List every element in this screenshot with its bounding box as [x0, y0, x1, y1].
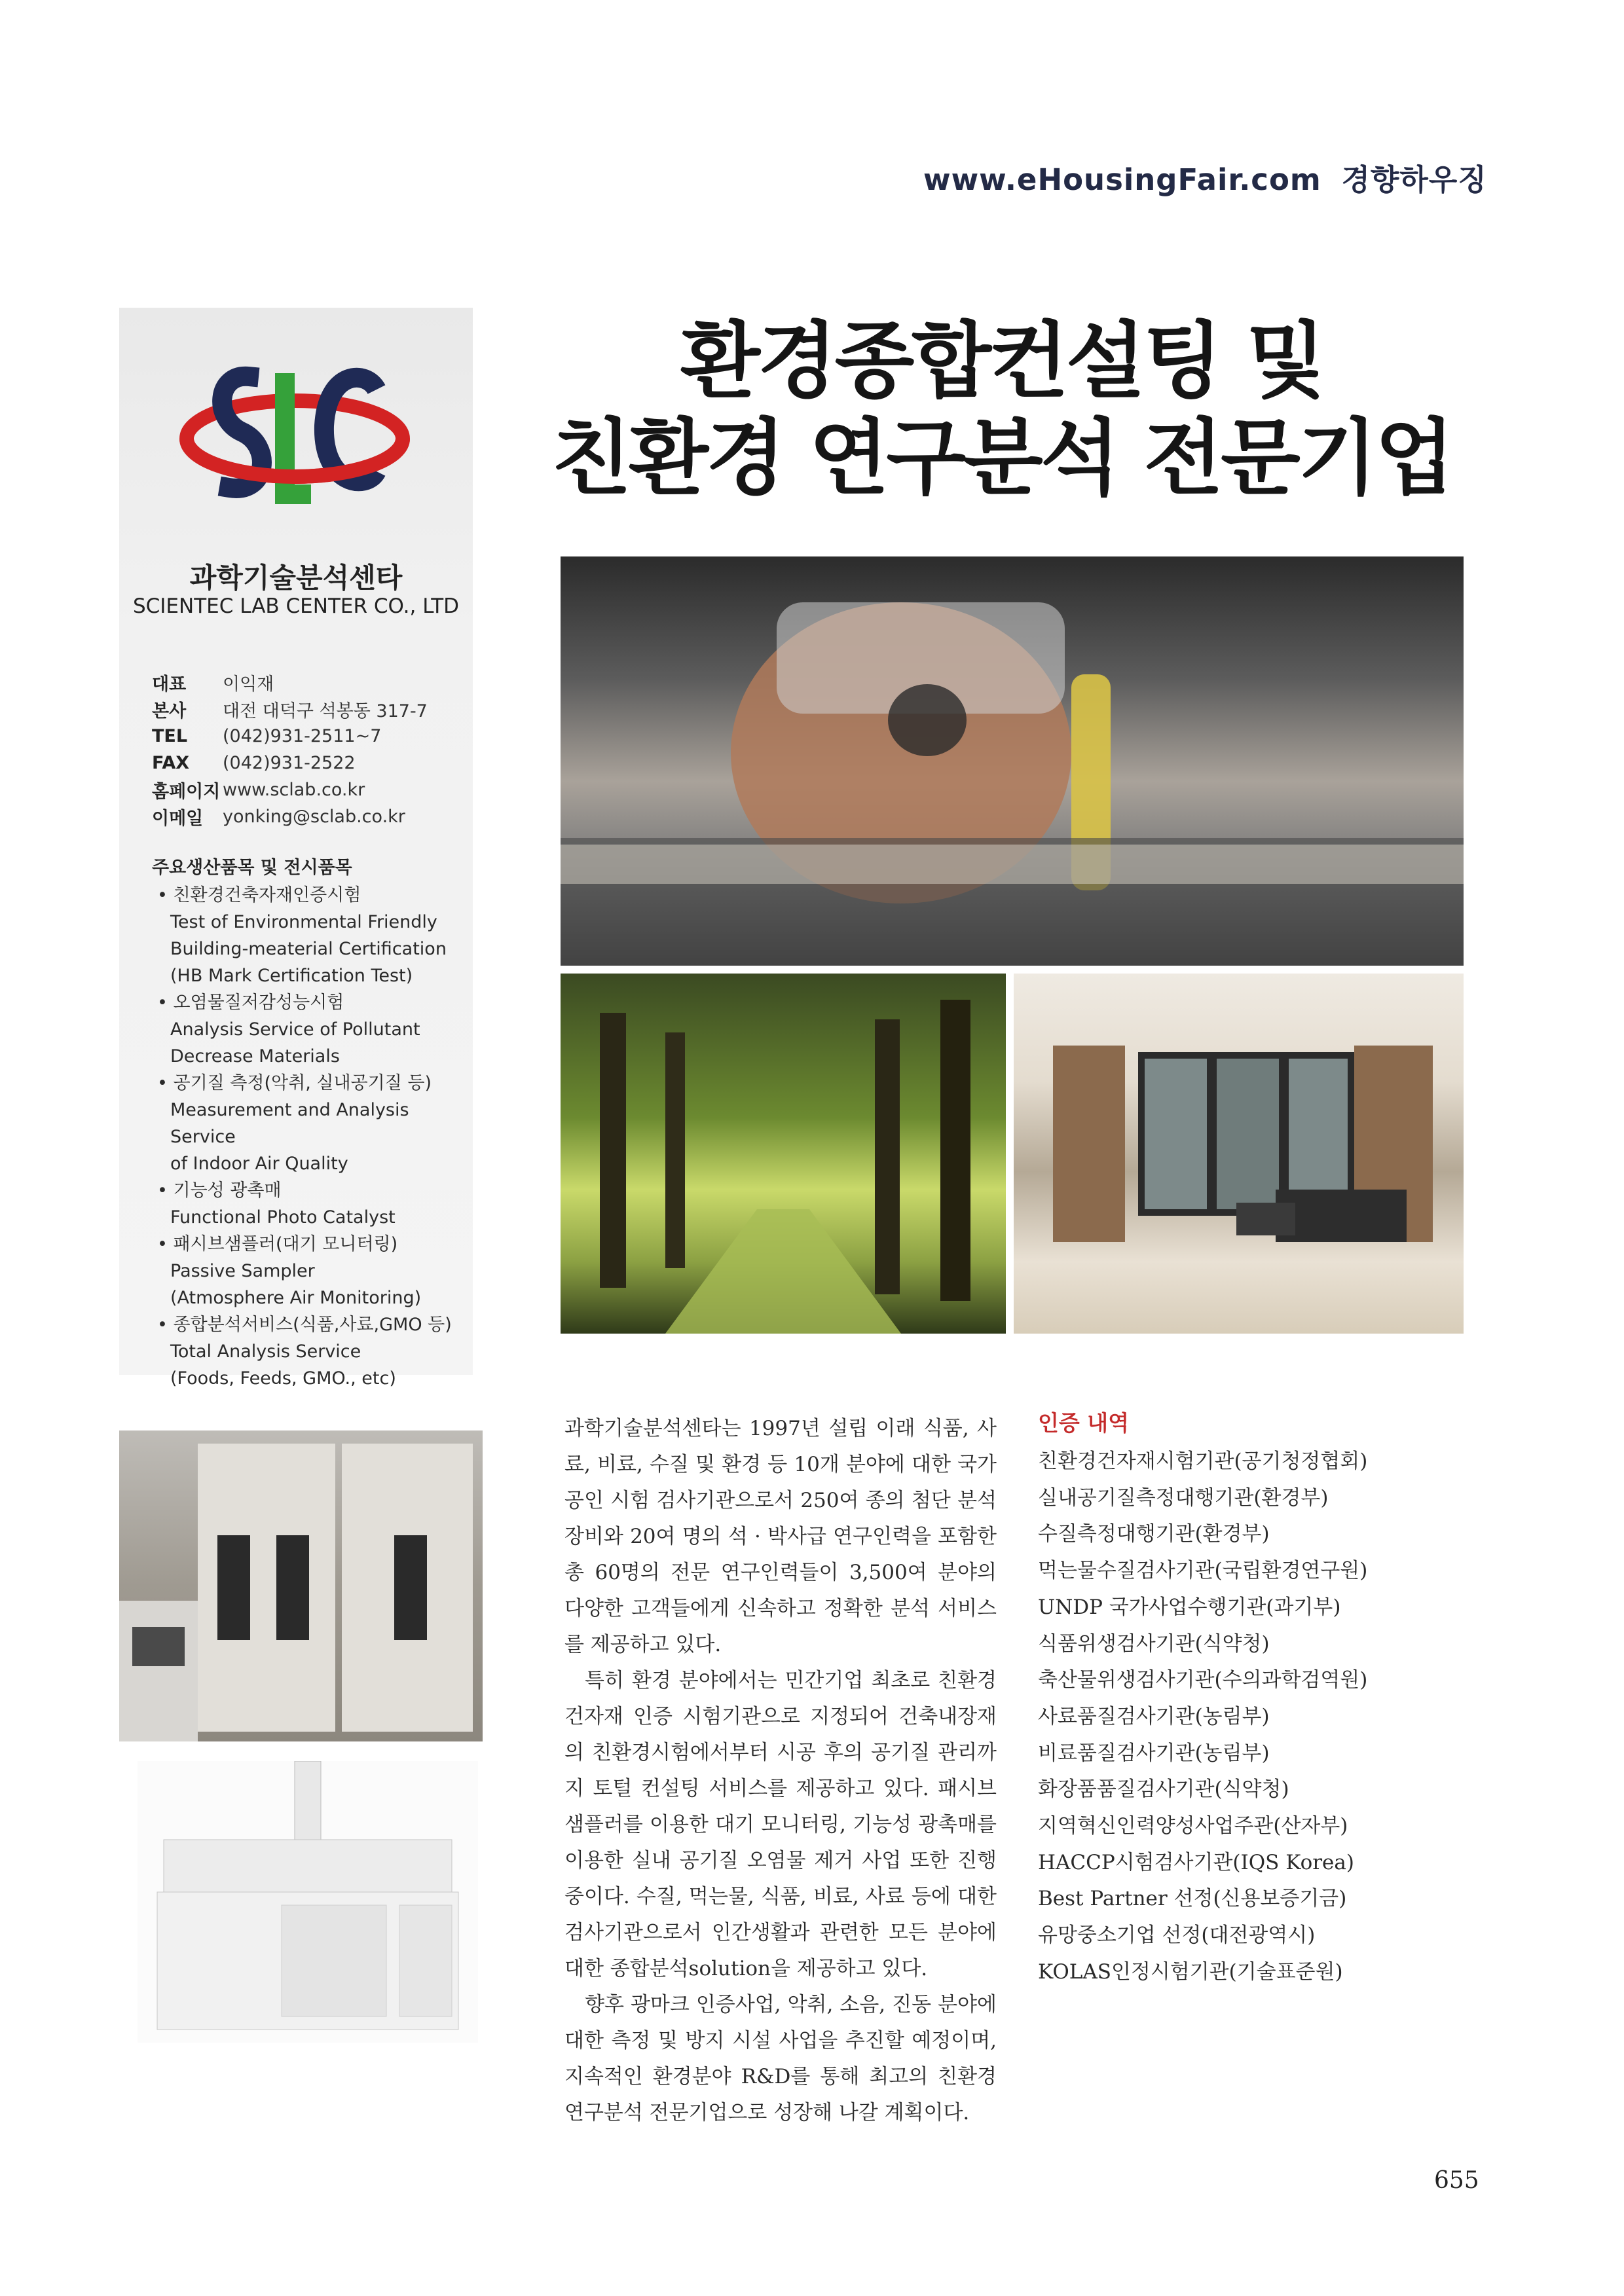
certification-item: 실내공기질측정대행기관(환경부) [1038, 1485, 1329, 1510]
photo-forest-path [561, 974, 1006, 1334]
contact-label: 이메일 [152, 809, 204, 829]
contact-value: (042)931-2522 [223, 753, 356, 773]
photo-gas-chromatograph [138, 1761, 478, 2043]
contact-label: 본사 [152, 701, 187, 721]
certification-item: KOLAS인정시험기관(기술표준원) [1038, 1959, 1343, 1984]
contact-row-ceo [152, 669, 460, 696]
contact-row-homepage [152, 776, 460, 803]
body-paragraph: 과학기술분석센타는 1997년 설립 이래 식품, 사료, 비료, 수질 및 환경 등 10개 분야에 대한 국가공인 시험 검사기관으로서 250여 종의 첨단 분석장비와 20여 명의 석 · 박사급 연구인력을 포함한 총 60명의 전문 연구인력들이 3,500여 분야의 다양한 고객들에게 신속하고 정확한 분석 서비스를 제공하고 있다. [564, 1417, 997, 1656]
contact-value: 이익재 [223, 674, 274, 695]
body-paragraph: 특히 환경 분야에서는 민간기업 최초로 친환경 건자재 인증 시험기관으로 지정되어 건축내장재의 친환경시험에서부터 시공 후의 공기질 관리까지 토털 컨설팅 서비스를 제공하고 있다. 패시브 샘플러를 이용한 대기 모니터링, 기능성 광촉매를 이용한 실내 공기질 오염물 제거 사업 또한 진행 중이다. 수질, 먹는물, 식품, 비료, 사료 등에 대한 검사기관으로서 인간생활과 관련한 모든 분야에 대한 종합분석solution을 제공하고 있다. [564, 1669, 997, 1980]
product-item-korean: • 종합분석서비스(식품,사료,GMO 등) [157, 1311, 465, 1338]
contact-row-email [152, 803, 460, 830]
product-item-english: Total Analysis Service (Foods, Feeds, GMO., etc) [170, 1341, 396, 1389]
certification-item: Best Partner 선정(신용보증기금) [1038, 1887, 1347, 1911]
products-heading: 주요생산품목 및 전시품목 [152, 858, 352, 878]
certifications-list [1038, 1444, 1457, 1991]
photo-living-room [1014, 974, 1464, 1334]
product-item-korean: • 패시브샘플러(대기 모니터링) [157, 1231, 465, 1258]
contact-info [152, 669, 460, 830]
company-name-korean: 과학기술분석센타 [189, 562, 403, 594]
photo-lab-researcher [561, 556, 1464, 966]
contact-label: 대표 [152, 674, 187, 695]
certification-item: UNDP 국가사업수행기관(과기부) [1038, 1595, 1341, 1619]
contact-label: 홈페이지 [152, 782, 221, 802]
contact-row-address [152, 696, 460, 723]
product-item-english: Test of Environmental Friendly Building-meaterial Certification (HB Mark Certification Test) [170, 912, 447, 986]
magazine-url: www.eHousingFair.com [923, 162, 1321, 197]
contact-value: (042)931-2511~7 [223, 726, 382, 746]
product-item-english: Functional Photo Catalyst [170, 1207, 396, 1228]
company-logo [177, 347, 413, 530]
certification-item: 유망중소기업 선정(대전광역시) [1038, 1923, 1316, 1948]
contact-label: TEL [152, 726, 188, 746]
contact-row-tel [152, 723, 460, 750]
product-item-english: Analysis Service of Pollutant Decrease Materials [170, 1019, 420, 1066]
article-body [564, 1411, 997, 2131]
certification-item: 먹는물수질검사기관(국립환경연구원) [1038, 1559, 1368, 1583]
article-title [537, 313, 1467, 507]
contact-value: yonking@sclab.co.kr [223, 807, 405, 827]
photo-lab-cabinets [119, 1430, 483, 1741]
contact-value: 대전 대덕구 석봉동 317-7 [223, 701, 428, 721]
certifications-heading: 인증 내역 [1038, 1410, 1130, 1436]
certification-item: 식품위생검사기관(식약청) [1038, 1631, 1270, 1656]
article-title-line1: 환경종합컨설팅 및 [680, 313, 1323, 409]
contact-value: www.sclab.co.kr [223, 780, 365, 800]
product-item-english: Measurement and Analysis Service of Indoor Air Quality [170, 1100, 409, 1174]
certification-item: 축산물위생검사기관(수의과학검역원) [1038, 1668, 1368, 1692]
article-title-line2: 친환경 연구분석 전문기업 [551, 410, 1452, 506]
contact-row-fax [152, 750, 460, 776]
product-item-korean: • 기능성 광촉매 [157, 1177, 465, 1204]
company-name-english: SCIENTEC LAB CENTER CO., LTD [132, 594, 460, 618]
magazine-name: 경향하우징 [1341, 162, 1487, 197]
page-number: 655 [1434, 2167, 1479, 2194]
product-item-korean: • 친환경건축자재인증시험 [157, 882, 465, 909]
certification-item: 수질측정대행기관(환경부) [1038, 1522, 1270, 1546]
product-item-english: Passive Sampler (Atmosphere Air Monitoring) [170, 1261, 422, 1308]
product-item-korean: • 공기질 측정(악취, 실내공기질 등) [157, 1070, 465, 1097]
header-publisher [923, 156, 1487, 198]
certification-item: 화장품품질검사기관(식약청) [1038, 1777, 1289, 1802]
body-paragraph: 향후 광마크 인증사업, 악취, 소음, 진동 분야에 대한 측정 및 방지 시설 사업을 추진할 예정이며, 지속적인 환경분야 R&D를 통해 최고의 친환경 연구분석 전문기업으로 성장해 나갈 계획이다. [564, 1993, 997, 2124]
certification-item: HACCP시험검사기관(IQS Korea) [1038, 1850, 1354, 1874]
certification-item: 친환경건자재시험기관(공기청정협회) [1038, 1449, 1368, 1473]
contact-label: FAX [152, 753, 190, 773]
certification-item: 비료품질검사기관(농림부) [1038, 1741, 1270, 1765]
certification-item: 지역혁신인력양성사업주관(산자부) [1038, 1814, 1348, 1838]
product-list [157, 882, 465, 1392]
product-item-korean: • 오염물질저감성능시험 [157, 989, 465, 1016]
certification-item: 사료품질검사기관(농림부) [1038, 1704, 1270, 1728]
